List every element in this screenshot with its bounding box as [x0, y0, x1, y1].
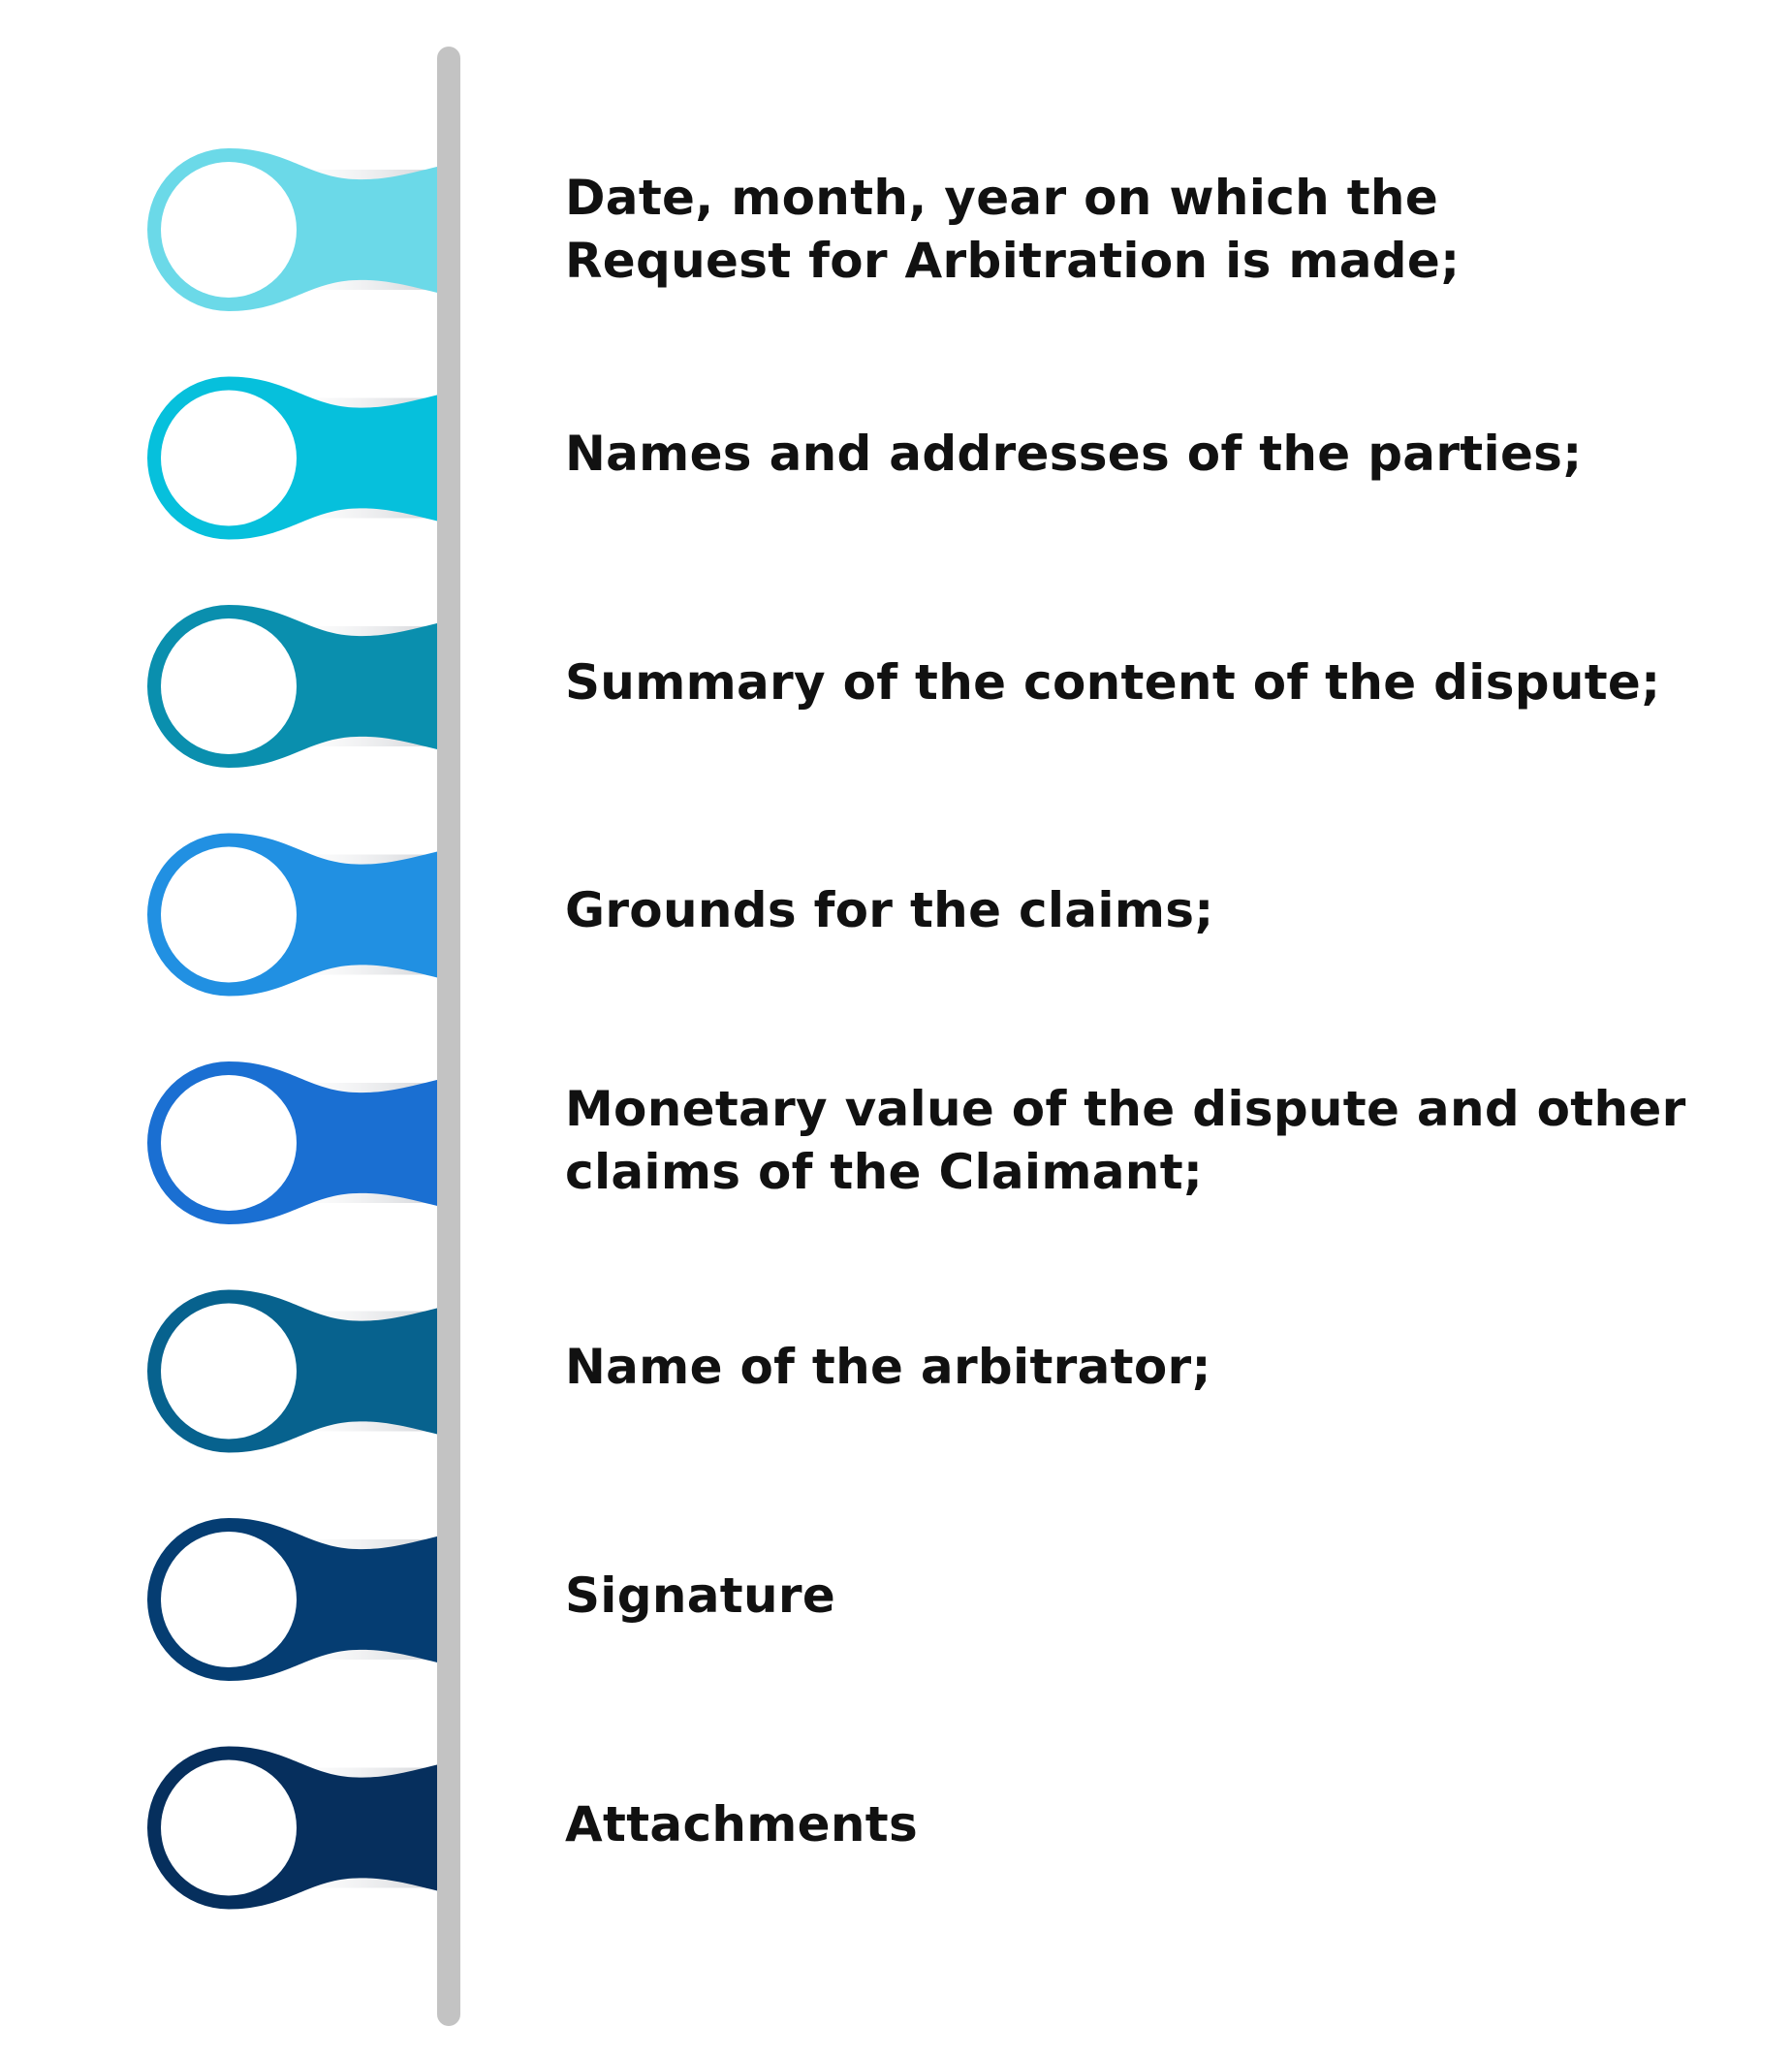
connector-circle-1: [161, 391, 297, 526]
connector-circle-7: [161, 1760, 297, 1896]
connector-circle-4: [161, 1075, 297, 1211]
item-text-4: Monetary value of the dispute and other claims of the Claimant;: [565, 1081, 1686, 1200]
connector-circle-3: [161, 847, 297, 983]
item-text-1: Names and addresses of the parties;: [565, 426, 1583, 482]
timeline-bar: [437, 47, 460, 2026]
item-text-7: Attachments: [565, 1796, 919, 1852]
connector-circle-6: [161, 1532, 297, 1667]
connector-circle-2: [161, 618, 297, 754]
item-connectors: [147, 148, 441, 1910]
connector-circle-5: [161, 1304, 297, 1440]
connector-circle-0: [161, 162, 297, 298]
item-text-0: Date, month, year on which the Request for Arbitration is made;: [565, 170, 1461, 289]
item-text-6: Signature: [565, 1567, 836, 1624]
item-text-5: Name of the arbitrator;: [565, 1339, 1211, 1395]
item-text-2: Summary of the content of the dispute;: [565, 654, 1661, 711]
item-text-3: Grounds for the claims;: [565, 882, 1214, 938]
